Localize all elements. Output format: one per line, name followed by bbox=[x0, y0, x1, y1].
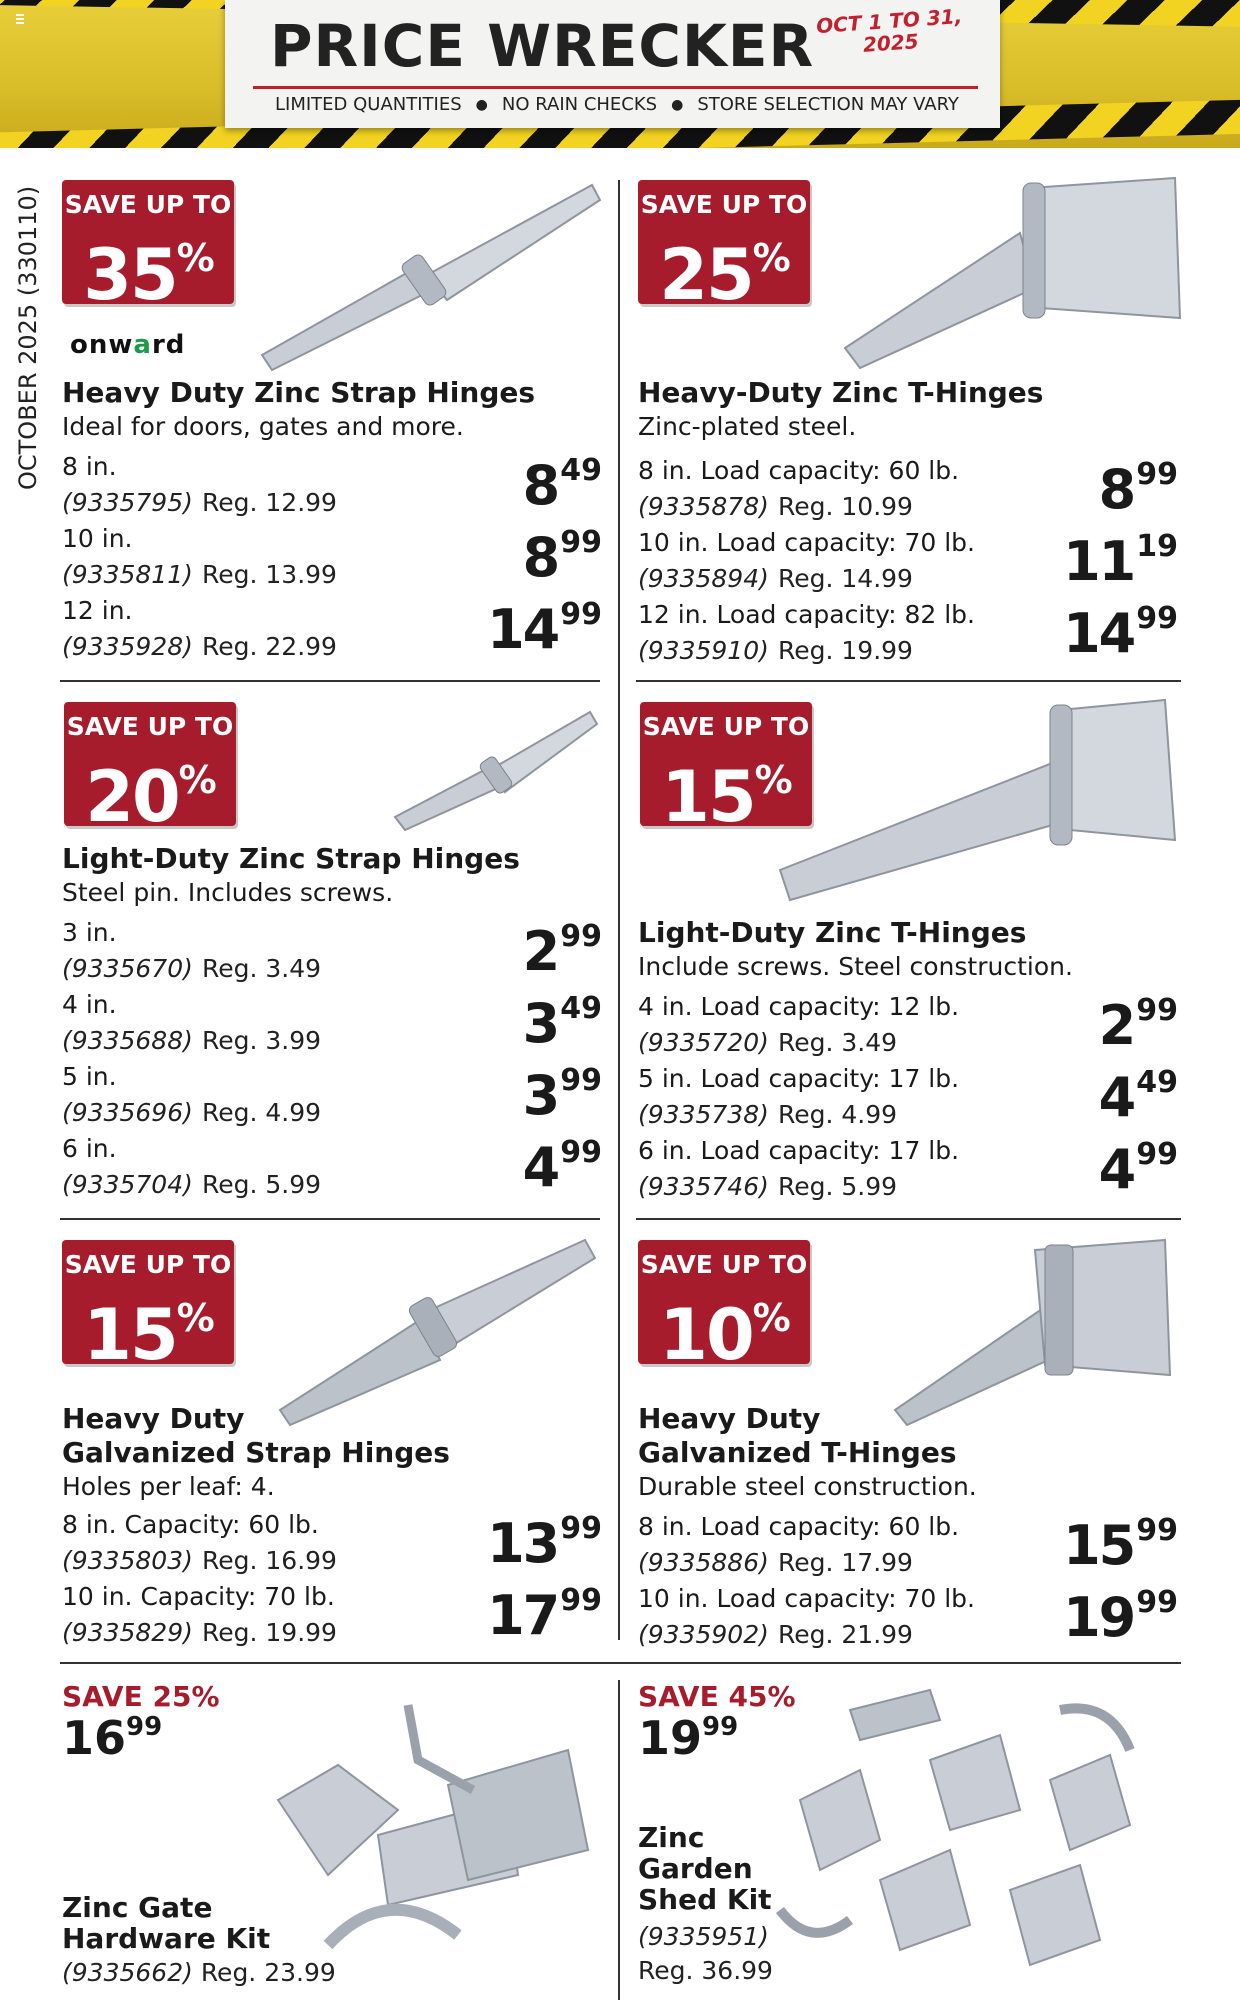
price-wrecker-banner bbox=[0, 0, 1240, 148]
price-row bbox=[638, 992, 1178, 1064]
note-rain-checks: NO RAIN CHECKS bbox=[501, 94, 658, 115]
product-description: Holes per leaf: 4. bbox=[62, 1472, 275, 1501]
row-sku: (9335720) bbox=[638, 1028, 769, 1057]
sale-price: 4 99 bbox=[1098, 1137, 1178, 1201]
kit-sku: (9335662) bbox=[62, 1958, 193, 1987]
kit-sku-reg bbox=[62, 1958, 336, 1987]
sale-price: 8 49 bbox=[522, 453, 602, 517]
save-badge bbox=[64, 702, 236, 826]
price-row bbox=[62, 1582, 602, 1654]
row-sku: (9335738) bbox=[638, 1100, 769, 1129]
sale-price: 13 99 bbox=[487, 1511, 602, 1575]
row-sku: (9335878) bbox=[638, 492, 769, 521]
row-size: 10 in. bbox=[62, 524, 133, 553]
product-title: Heavy Duty Zinc Strap Hinges bbox=[62, 376, 536, 409]
bullet-icon: ● bbox=[671, 96, 684, 113]
badge-percent: 10% bbox=[659, 1294, 789, 1364]
gate-hardware-kit-image bbox=[268, 1690, 603, 1990]
section-divider bbox=[60, 1662, 1181, 1664]
kit-save-label: SAVE 25% bbox=[62, 1680, 220, 1713]
price-row bbox=[638, 1064, 1178, 1136]
badge-percent: 20% bbox=[85, 756, 215, 826]
kit-save-label: SAVE 45% bbox=[638, 1680, 796, 1713]
price-row bbox=[62, 990, 602, 1062]
sale-price: 14 99 bbox=[487, 597, 602, 661]
onward-brand-logo: onward bbox=[70, 330, 186, 360]
row-sku: (9335894) bbox=[638, 564, 769, 593]
price-row bbox=[62, 452, 602, 524]
sale-price: 14 99 bbox=[1063, 601, 1178, 665]
galvanized-strap-hinge-image bbox=[280, 1240, 600, 1425]
kit-reg-price: Reg. 36.99 bbox=[638, 1956, 773, 1985]
product-description: Steel pin. Includes screws. bbox=[62, 878, 394, 907]
row-sku: (9335829) bbox=[62, 1618, 193, 1647]
row-reg-price: Reg. 13.99 bbox=[202, 560, 337, 589]
row-sku: (9335902) bbox=[638, 1620, 769, 1649]
galvanized-t-hinge-image bbox=[895, 1240, 1175, 1425]
row-reg-price: Reg. 14.99 bbox=[778, 564, 913, 593]
row-size: 6 in. bbox=[62, 1134, 117, 1163]
row-sku: (9335886) bbox=[638, 1548, 769, 1577]
badge-label: SAVE UP TO bbox=[64, 190, 232, 219]
price-row bbox=[62, 1134, 602, 1206]
row-size: 8 in. Load capacity: 60 lb. bbox=[638, 456, 960, 485]
row-sku: (9335795) bbox=[62, 488, 193, 517]
row-reg-price: Reg. 19.99 bbox=[202, 1618, 337, 1647]
row-size: 4 in. Load capacity: 12 lb. bbox=[638, 992, 960, 1021]
row-reg-price: Reg. 22.99 bbox=[202, 632, 337, 661]
note-store-selection: STORE SELECTION MAY VARY bbox=[697, 94, 959, 115]
save-badge bbox=[638, 180, 810, 304]
price-row bbox=[638, 528, 1178, 600]
row-sku: (9335696) bbox=[62, 1098, 193, 1127]
sale-price: 19 99 bbox=[1063, 1585, 1178, 1649]
sale-price: 4 99 bbox=[522, 1135, 602, 1199]
product-description: Ideal for doors, gates and more. bbox=[62, 412, 464, 441]
section-divider bbox=[60, 680, 600, 682]
badge-percent: 25% bbox=[659, 234, 789, 304]
price-row bbox=[638, 1584, 1178, 1656]
light-strap-hinge-image bbox=[395, 712, 600, 832]
save-badge bbox=[62, 180, 234, 304]
badge-percent: 35% bbox=[83, 234, 213, 304]
price-row bbox=[62, 918, 602, 990]
row-reg-price: Reg. 12.99 bbox=[202, 488, 337, 517]
row-size: 10 in. Capacity: 70 lb. bbox=[62, 1582, 335, 1611]
kit-name: Zinc Gate Hardware Kit bbox=[62, 1891, 271, 1955]
row-sku: (9335811) bbox=[62, 560, 193, 589]
sale-price: 2 99 bbox=[522, 919, 602, 983]
promo-dates: OCT 1 TO 31, 2025 bbox=[815, 3, 963, 57]
price-row bbox=[638, 1512, 1178, 1584]
side-flyer-code: OCTOBER 2025 (330110) bbox=[14, 185, 42, 490]
strap-hinge-image bbox=[262, 180, 602, 370]
light-t-hinge-image bbox=[780, 700, 1180, 900]
row-size: 4 in. bbox=[62, 990, 117, 1019]
sale-price: 3 49 bbox=[522, 991, 602, 1055]
row-reg-price: Reg. 21.99 bbox=[778, 1620, 913, 1649]
banner-sign bbox=[225, 0, 1000, 128]
row-size: 10 in. Load capacity: 70 lb. bbox=[638, 528, 975, 557]
menu-icon[interactable] bbox=[16, 14, 24, 24]
sale-price: 3 99 bbox=[522, 1063, 602, 1127]
sign-divider bbox=[253, 86, 978, 89]
section-divider bbox=[60, 1218, 600, 1220]
note-limited: LIMITED QUANTITIES bbox=[275, 94, 462, 115]
banner-notes bbox=[275, 94, 975, 115]
kit-name: Zinc Garden Shed Kit bbox=[638, 1821, 772, 1916]
row-size: 5 in. bbox=[62, 1062, 117, 1091]
row-size: 12 in. bbox=[62, 596, 133, 625]
column-divider bbox=[618, 180, 620, 1640]
row-reg-price: Reg. 4.99 bbox=[778, 1100, 898, 1129]
row-reg-price: Reg. 19.99 bbox=[778, 636, 913, 665]
sale-price: 4 49 bbox=[1098, 1065, 1178, 1129]
sale-price: 17 99 bbox=[487, 1583, 602, 1647]
product-title: Light-Duty Zinc Strap Hinges bbox=[62, 842, 520, 875]
price-row bbox=[62, 524, 602, 596]
badge-percent: 15% bbox=[661, 756, 791, 826]
bullet-icon: ● bbox=[475, 96, 488, 113]
row-reg-price: Reg. 5.99 bbox=[778, 1172, 898, 1201]
product-title-line1: Heavy Duty bbox=[62, 1402, 245, 1435]
column-divider bbox=[618, 1680, 620, 2000]
row-reg-price: Reg. 10.99 bbox=[778, 492, 913, 521]
row-reg-price: Reg. 4.99 bbox=[202, 1098, 322, 1127]
badge-label: SAVE UP TO bbox=[66, 712, 234, 741]
product-description: Include screws. Steel construction. bbox=[638, 952, 1073, 981]
badge-label: SAVE UP TO bbox=[642, 712, 810, 741]
price-row bbox=[62, 1062, 602, 1134]
row-reg-price: Reg. 16.99 bbox=[202, 1546, 337, 1575]
row-sku: (9335746) bbox=[638, 1172, 769, 1201]
row-sku: (9335803) bbox=[62, 1546, 193, 1575]
product-title-line2: Galvanized T-Hinges bbox=[638, 1436, 957, 1469]
badge-label: SAVE UP TO bbox=[640, 190, 808, 219]
row-size: 8 in. Load capacity: 60 lb. bbox=[638, 1512, 960, 1541]
price-row bbox=[638, 1136, 1178, 1208]
section-divider bbox=[636, 1218, 1181, 1220]
row-reg-price: Reg. 3.99 bbox=[202, 1026, 322, 1055]
section-divider bbox=[636, 680, 1181, 682]
sale-price: 8 99 bbox=[1098, 457, 1178, 521]
row-size: 8 in. bbox=[62, 452, 117, 481]
save-badge bbox=[638, 1240, 810, 1364]
row-reg-price: Reg. 3.49 bbox=[778, 1028, 898, 1057]
row-reg-price: Reg. 3.49 bbox=[202, 954, 322, 983]
row-size: 12 in. Load capacity: 82 lb. bbox=[638, 600, 975, 629]
save-badge bbox=[62, 1240, 234, 1364]
badge-percent: 15% bbox=[83, 1294, 213, 1364]
row-reg-price: Reg. 17.99 bbox=[778, 1548, 913, 1577]
garden-shed-kit-image bbox=[760, 1690, 1180, 1990]
sale-price: 8 99 bbox=[522, 525, 602, 589]
sale-price: 11 19 bbox=[1063, 529, 1178, 593]
row-sku: (9335928) bbox=[62, 632, 193, 661]
row-size: 8 in. Capacity: 60 lb. bbox=[62, 1510, 319, 1539]
row-sku: (9335704) bbox=[62, 1170, 193, 1199]
row-sku: (9335670) bbox=[62, 954, 193, 983]
row-size: 5 in. Load capacity: 17 lb. bbox=[638, 1064, 960, 1093]
price-row bbox=[638, 456, 1178, 528]
product-title-line2: Galvanized Strap Hinges bbox=[62, 1436, 450, 1469]
badge-label: SAVE UP TO bbox=[64, 1250, 232, 1279]
product-description: Zinc-plated steel. bbox=[638, 412, 857, 441]
row-size: 10 in. Load capacity: 70 lb. bbox=[638, 1584, 975, 1613]
price-row bbox=[62, 596, 602, 668]
price-row bbox=[638, 600, 1178, 672]
page-title: PRICE WRECKER bbox=[270, 12, 815, 80]
badge-label: SAVE UP TO bbox=[640, 1250, 808, 1279]
row-sku: (9335910) bbox=[638, 636, 769, 665]
product-title-line1: Heavy Duty bbox=[638, 1402, 821, 1435]
sale-price: 15 99 bbox=[1063, 1513, 1178, 1577]
sale-price: 2 99 bbox=[1098, 993, 1178, 1057]
row-size: 6 in. Load capacity: 17 lb. bbox=[638, 1136, 960, 1165]
kit-sale-price: 19 99 bbox=[638, 1711, 739, 1765]
kit-sku: (9335951) bbox=[638, 1922, 769, 1951]
row-reg-price: Reg. 5.99 bbox=[202, 1170, 322, 1199]
kit-reg-price: Reg. 23.99 bbox=[200, 1958, 336, 1987]
price-row bbox=[62, 1510, 602, 1582]
product-description: Durable steel construction. bbox=[638, 1472, 977, 1501]
product-title: Heavy-Duty Zinc T-Hinges bbox=[638, 376, 1044, 409]
kit-sale-price: 16 99 bbox=[62, 1711, 163, 1765]
product-title: Light-Duty Zinc T-Hinges bbox=[638, 916, 1027, 949]
row-sku: (9335688) bbox=[62, 1026, 193, 1055]
row-size: 3 in. bbox=[62, 918, 117, 947]
t-hinge-image bbox=[845, 178, 1185, 368]
